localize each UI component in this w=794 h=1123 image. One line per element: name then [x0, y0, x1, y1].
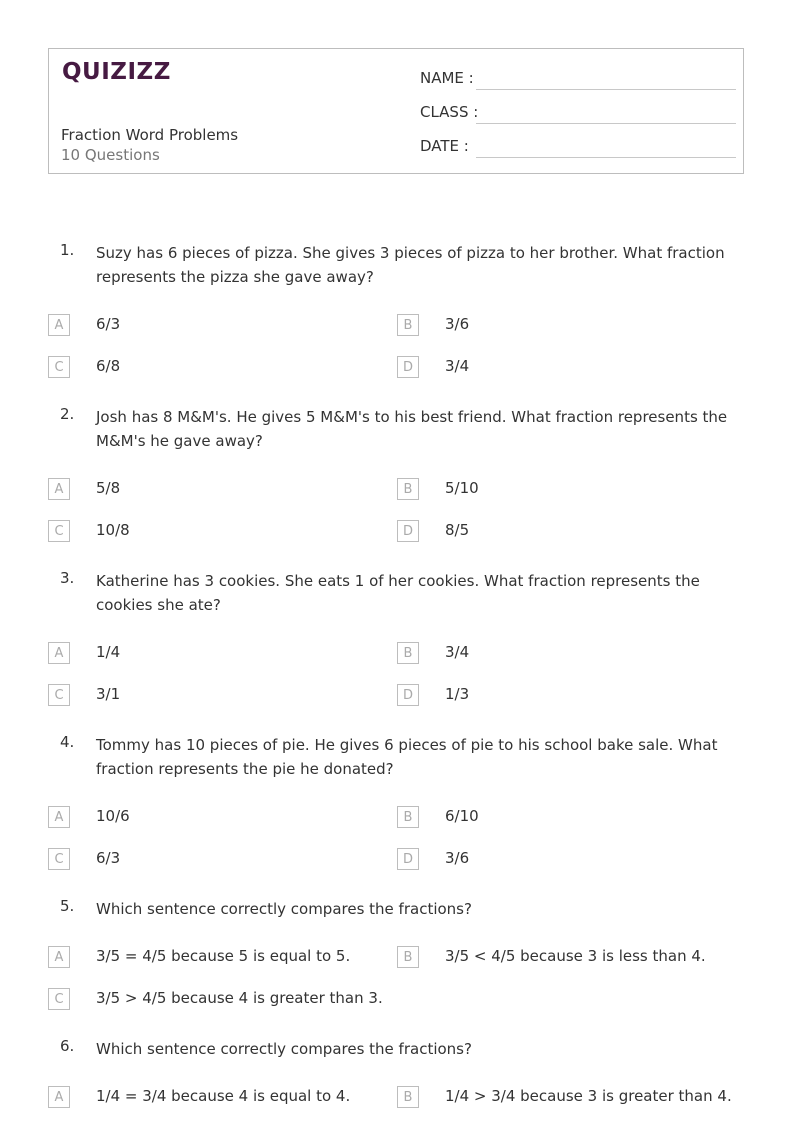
option-letter: B [397, 946, 419, 968]
option-text: 1/4 [96, 643, 121, 661]
option-text: 3/6 [445, 315, 470, 333]
question-text: Which sentence correctly compares the fractions? [96, 1040, 472, 1058]
option-letter: C [48, 684, 70, 706]
question-number: 6. [60, 1037, 75, 1055]
option-text: 3/5 < 4/5 because 3 is less than 4. [445, 947, 706, 965]
option-text: 3/5 = 4/5 because 5 is equal to 5. [96, 947, 351, 965]
question-number: 5. [60, 897, 75, 915]
question-text: Which sentence correctly compares the fractions? [96, 900, 472, 918]
name-field[interactable] [420, 69, 736, 93]
question-number: 1. [60, 241, 75, 259]
option-letter: A [48, 642, 70, 664]
date-label: DATE : [420, 137, 469, 155]
name-line[interactable] [476, 89, 736, 90]
option-letter: D [397, 520, 419, 542]
question-text: Suzy has 6 pieces of pizza. She gives 3 pieces of pizza to her brother. What fraction represents the pizza she gave away? [96, 244, 725, 286]
question-number: 4. [60, 733, 75, 751]
option-letter: A [48, 314, 70, 336]
option-text: 1/4 > 3/4 because 3 is greater than 4. [445, 1087, 732, 1105]
question-number: 3. [60, 569, 75, 587]
question-count: 10 Questions [61, 146, 160, 164]
option-text: 3/1 [96, 685, 121, 703]
option-text: 10/8 [96, 521, 130, 539]
question-text: Tommy has 10 pieces of pie. He gives 6 pieces of pie to his school bake sale. What fraction represents the pie he donated? [96, 736, 718, 778]
option-letter: B [397, 806, 419, 828]
option-text: 6/8 [96, 357, 121, 375]
option-letter: B [397, 642, 419, 664]
question-text: Josh has 8 M&M's. He gives 5 M&M's to his best friend. What fraction represents the M&M's he gave away? [96, 408, 728, 450]
option-letter: C [48, 520, 70, 542]
option-text: 8/5 [445, 521, 470, 539]
option-text: 6/3 [96, 849, 121, 867]
worksheet-title: Fraction Word Problems [61, 126, 239, 144]
option-letter: D [397, 356, 419, 378]
option-text: 5/8 [96, 479, 121, 497]
option-text: 3/4 [445, 357, 470, 375]
option-letter: C [48, 988, 70, 1010]
option-text: 1/4 = 3/4 because 4 is equal to 4. [96, 1087, 351, 1105]
option-letter: B [397, 314, 419, 336]
option-letter: B [397, 1086, 419, 1108]
option-letter: A [48, 1086, 70, 1108]
question-text: Katherine has 3 cookies. She eats 1 of her cookies. What fraction represents the cookies she ate? [96, 572, 700, 614]
option-letter: C [48, 848, 70, 870]
option-letter: D [397, 848, 419, 870]
option-text: 3/4 [445, 643, 470, 661]
worksheet-header [48, 48, 744, 174]
option-text: 6/10 [445, 807, 479, 825]
quizizz-logo: QUIZIZZ [62, 59, 171, 85]
question-number: 2. [60, 405, 75, 423]
option-text: 6/3 [96, 315, 121, 333]
option-letter: A [48, 946, 70, 968]
option-letter: C [48, 356, 70, 378]
option-letter: B [397, 478, 419, 500]
date-field[interactable] [420, 137, 736, 161]
option-letter: D [397, 684, 419, 706]
option-letter: A [48, 806, 70, 828]
class-line[interactable] [476, 123, 736, 124]
option-text: 3/6 [445, 849, 470, 867]
option-letter: A [48, 478, 70, 500]
option-text: 1/3 [445, 685, 470, 703]
option-text: 3/5 > 4/5 because 4 is greater than 3. [96, 989, 383, 1007]
date-line[interactable] [476, 157, 736, 158]
name-label: NAME : [420, 69, 474, 87]
option-text: 5/10 [445, 479, 479, 497]
class-label: CLASS : [420, 103, 479, 121]
class-field[interactable] [420, 103, 736, 127]
option-text: 10/6 [96, 807, 130, 825]
